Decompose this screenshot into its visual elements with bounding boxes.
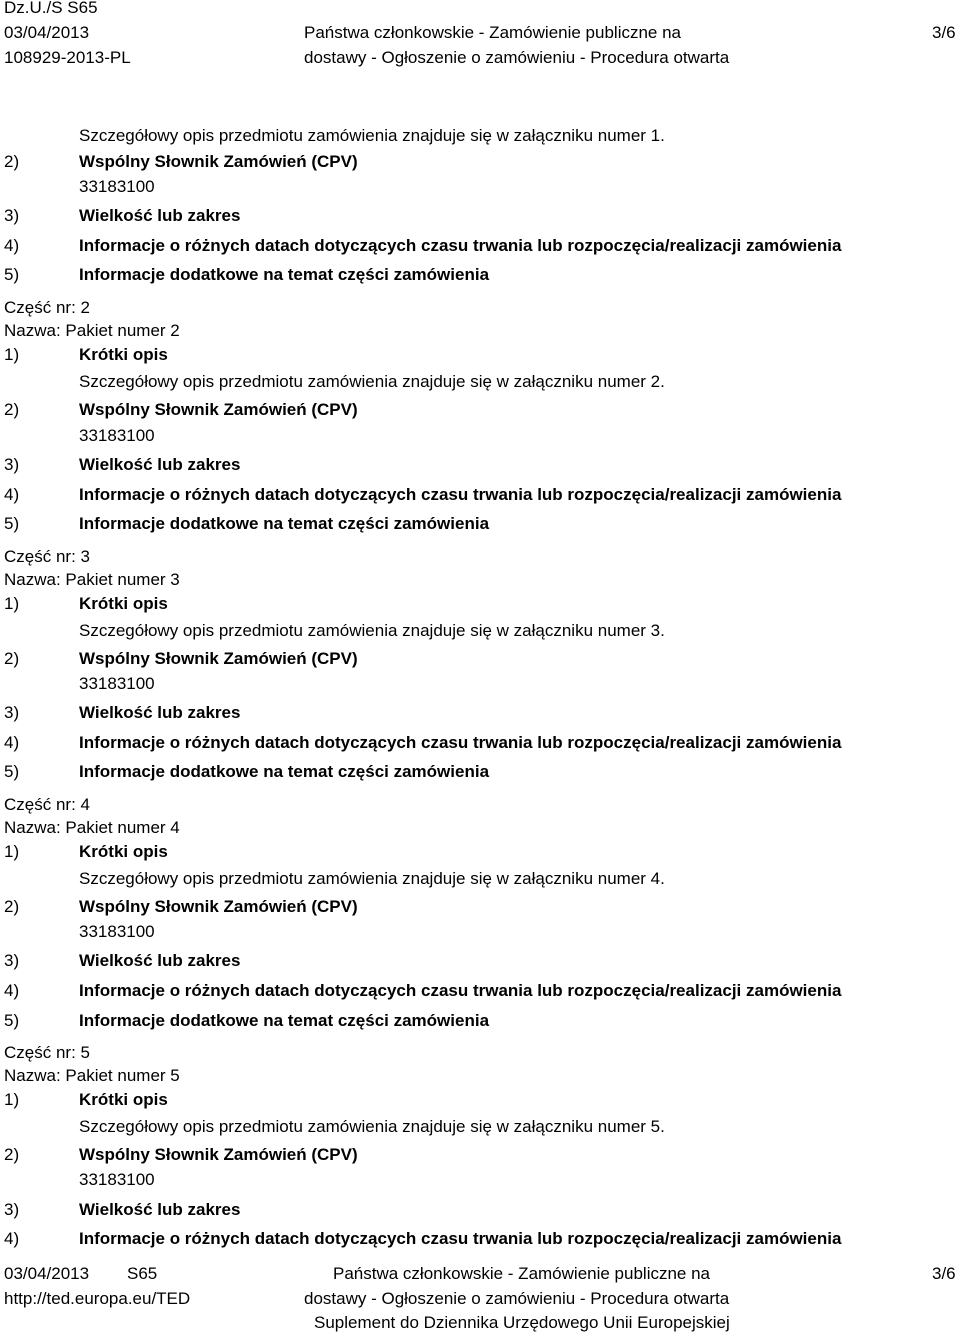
item-number: 1) — [4, 594, 20, 613]
cpv-heading: Wspólny Słownik Zamówień (CPV) — [79, 897, 358, 916]
part-name: Nazwa: Pakiet numer 5 — [4, 1066, 180, 1085]
item-number: 2) — [4, 152, 20, 171]
additional-heading: Informacje dodatkowe na temat części zamówienia — [79, 1011, 490, 1030]
item-number: 2) — [4, 649, 20, 668]
dates-heading: Informacje o różnych datach dotyczących czasu trwania lub rozpoczęcia/realizacji zamówienia — [79, 485, 842, 504]
item-number: 4) — [4, 485, 20, 504]
part-name: Nazwa: Pakiet numer 2 — [4, 321, 180, 340]
item-number: 2) — [4, 1145, 20, 1164]
page-header — [0, 0, 960, 70]
part-name: Nazwa: Pakiet numer 3 — [4, 570, 180, 589]
item-number: 5) — [4, 265, 20, 284]
header-title-line1: Państwa członkowskie - Zamówienie publiczne na — [304, 23, 682, 42]
item-number: 3) — [4, 703, 20, 722]
item-number: 3) — [4, 455, 20, 474]
item-number: 3) — [4, 206, 20, 225]
footer-title-line1: Państwa członkowskie - Zamówienie publiczne na — [333, 1264, 711, 1283]
cpv-heading: Wspólny Słownik Zamówień (CPV) — [79, 649, 358, 668]
cpv-heading: Wspólny Słownik Zamówień (CPV) — [79, 1145, 358, 1164]
short-desc-heading: Krótki opis — [79, 1090, 168, 1109]
footer-url-link[interactable]: http://ted.europa.eu/TED — [4, 1289, 191, 1308]
cpv-code: 33183100 — [79, 922, 155, 941]
scope-heading: Wielkość lub zakres — [79, 951, 241, 970]
part-name: Nazwa: Pakiet numer 4 — [4, 818, 180, 837]
item-number: 2) — [4, 897, 20, 916]
additional-heading: Informacje dodatkowe na temat części zamówienia — [79, 762, 490, 781]
scope-heading: Wielkość lub zakres — [79, 703, 241, 722]
short-desc-heading: Krótki opis — [79, 345, 168, 364]
part-desc: Szczegółowy opis przedmiotu zamówienia znajduje się w załączniku numer 2. — [79, 372, 665, 391]
item-number: 1) — [4, 842, 20, 861]
cpv-code: 33183100 — [79, 674, 155, 693]
item-number: 4) — [4, 981, 20, 1000]
dates-heading: Informacje o różnych datach dotyczących czasu trwania lub rozpoczęcia/realizacji zamówienia — [79, 981, 842, 1000]
scope-heading: Wielkość lub zakres — [79, 455, 241, 474]
item-number: 1) — [4, 345, 20, 364]
part-desc: Szczegółowy opis przedmiotu zamówienia znajduje się w załączniku numer 5. — [79, 1117, 665, 1136]
footer-date: 03/04/2013 — [4, 1264, 90, 1283]
cpv-heading: Wspólny Słownik Zamówień (CPV) — [79, 152, 358, 171]
item-number: 4) — [4, 1229, 20, 1248]
cpv-code: 33183100 — [79, 426, 155, 445]
item-number: 4) — [4, 733, 20, 752]
header-page-number: 3/6 — [932, 23, 956, 42]
short-desc-heading: Krótki opis — [79, 594, 168, 613]
cpv-heading: Wspólny Słownik Zamówień (CPV) — [79, 400, 358, 419]
header-title-line2: dostawy - Ogłoszenie o zamówieniu - Procedura otwarta — [304, 48, 730, 67]
part1-desc: Szczegółowy opis przedmiotu zamówienia znajduje się w załączniku numer 1. — [79, 126, 665, 145]
additional-heading: Informacje dodatkowe na temat części zamówienia — [79, 514, 490, 533]
part-desc: Szczegółowy opis przedmiotu zamówienia znajduje się w załączniku numer 3. — [79, 621, 665, 640]
part-desc: Szczegółowy opis przedmiotu zamówienia znajduje się w załączniku numer 4. — [79, 869, 665, 888]
dates-heading: Informacje o różnych datach dotyczących czasu trwania lub rozpoczęcia/realizacji zamówienia — [79, 236, 842, 255]
additional-heading: Informacje dodatkowe na temat części zamówienia — [79, 265, 490, 284]
part-number: Część nr: 4 — [4, 795, 90, 814]
footer-page-number: 3/6 — [932, 1264, 956, 1283]
part-number: Część nr: 2 — [4, 298, 90, 317]
dates-heading: Informacje o różnych datach dotyczących czasu trwania lub rozpoczęcia/realizacji zamówienia — [79, 1229, 842, 1248]
header-doc-id: 108929-2013-PL — [4, 48, 131, 67]
cpv-code: 33183100 — [79, 1170, 155, 1189]
item-number: 2) — [4, 400, 20, 419]
item-number: 4) — [4, 236, 20, 255]
scope-heading: Wielkość lub zakres — [79, 206, 241, 225]
footer-supplement: Suplement do Dziennika Urzędowego Unii Europejskiej — [314, 1313, 730, 1332]
item-number: 1) — [4, 1090, 20, 1109]
short-desc-heading: Krótki opis — [79, 842, 168, 861]
item-number: 5) — [4, 1011, 20, 1030]
part-number: Część nr: 5 — [4, 1043, 90, 1062]
part-number: Część nr: 3 — [4, 547, 90, 566]
scope-heading: Wielkość lub zakres — [79, 1200, 241, 1219]
item-number: 5) — [4, 514, 20, 533]
item-number: 5) — [4, 762, 20, 781]
footer-series: S65 — [127, 1264, 158, 1283]
journal-ref: Dz.U./S S65 — [4, 0, 98, 17]
item-number: 3) — [4, 1200, 20, 1219]
page-footer — [0, 1263, 960, 1334]
dates-heading: Informacje o różnych datach dotyczących czasu trwania lub rozpoczęcia/realizacji zamówienia — [79, 733, 842, 752]
header-date: 03/04/2013 — [4, 23, 90, 42]
item-number: 3) — [4, 951, 20, 970]
footer-title-line2: dostawy - Ogłoszenie o zamówieniu - Procedura otwarta — [304, 1289, 730, 1308]
cpv-code: 33183100 — [79, 177, 155, 196]
